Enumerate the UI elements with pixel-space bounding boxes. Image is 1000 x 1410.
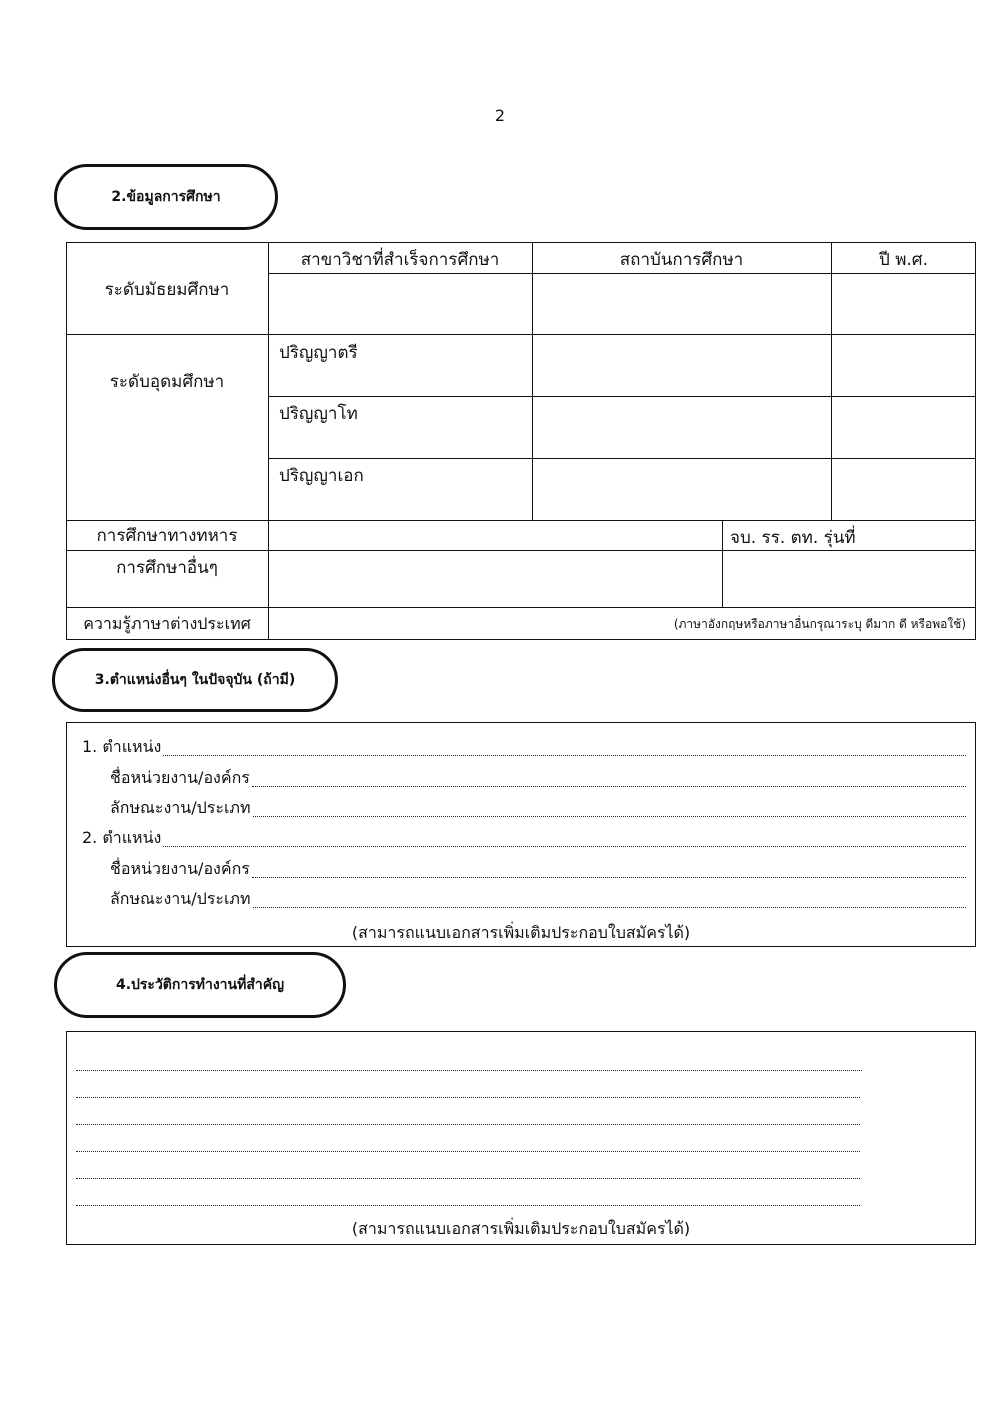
header-year: ปี พ.ศ. bbox=[879, 250, 928, 270]
org-2-row bbox=[110, 860, 966, 882]
type-2-label: ลักษณะงาน/ประเภท bbox=[110, 889, 251, 908]
work-history-line bbox=[76, 1205, 860, 1206]
section3-title: 3.ตำแหน่งอื่นๆ ในปัจจุบัน (ถ้ามี) bbox=[52, 648, 338, 712]
work-history-line bbox=[76, 1178, 860, 1179]
header-institution: สถาบันการศึกษา bbox=[619, 250, 744, 270]
row-doctorate: ปริญญาเอก bbox=[279, 466, 364, 486]
type-1-label: ลักษณะงาน/ประเภท bbox=[110, 798, 251, 817]
row-secondary: ระดับมัธยมศึกษา bbox=[104, 280, 230, 300]
row-bachelor: ปริญญาตรี bbox=[279, 343, 358, 363]
row-other: การศึกษาอื่นๆ bbox=[116, 558, 218, 578]
work-history-box bbox=[66, 1031, 976, 1245]
work-history-line bbox=[76, 1097, 860, 1098]
org-1-label: ชื่อหน่วยงาน/องค์กร bbox=[110, 768, 250, 787]
military-class-label: จบ. รร. ตท. รุ่นที่ bbox=[730, 528, 856, 548]
position-1-label: 1. ตำแหน่ง bbox=[82, 737, 162, 756]
page-number: 2 bbox=[494, 106, 506, 125]
row-higher: ระดับอุดมศึกษา bbox=[109, 372, 225, 392]
section4-title: 4.ประวัติการทำงานที่สำคัญ bbox=[54, 952, 346, 1018]
section3-note: (สามารถแนบเอกสารเพิ่มเติมประกอบใบสมัครได้) bbox=[351, 923, 691, 942]
language-note: (ภาษาอังกฤษหรือภาษาอื่นกรุณาระบุ ดีมาก ดี หรือพอใช้) bbox=[673, 617, 966, 631]
row-military: การศึกษาทางทหาร bbox=[96, 526, 238, 546]
row-master: ปริญญาโท bbox=[279, 404, 358, 424]
section4-note: (สามารถแนบเอกสารเพิ่มเติมประกอบใบสมัครได้) bbox=[351, 1219, 691, 1238]
education-table bbox=[66, 242, 976, 640]
position-2-row bbox=[82, 829, 966, 851]
position-2-label: 2. ตำแหน่ง bbox=[82, 828, 162, 847]
section2-title: 2.ข้อมูลการศึกษา bbox=[54, 164, 278, 230]
work-history-line bbox=[76, 1151, 860, 1152]
org-2-label: ชื่อหน่วยงาน/องค์กร bbox=[110, 859, 250, 878]
row-language: ความรู้ภาษาต่างประเทศ bbox=[83, 614, 251, 633]
type-2-row bbox=[110, 890, 966, 912]
org-1-row bbox=[110, 769, 966, 791]
header-major: สาขาวิชาที่สำเร็จการศึกษา bbox=[300, 250, 500, 270]
type-1-row bbox=[110, 799, 966, 821]
work-history-line bbox=[76, 1124, 860, 1125]
work-history-line bbox=[76, 1070, 862, 1071]
position-1-row bbox=[82, 738, 966, 760]
